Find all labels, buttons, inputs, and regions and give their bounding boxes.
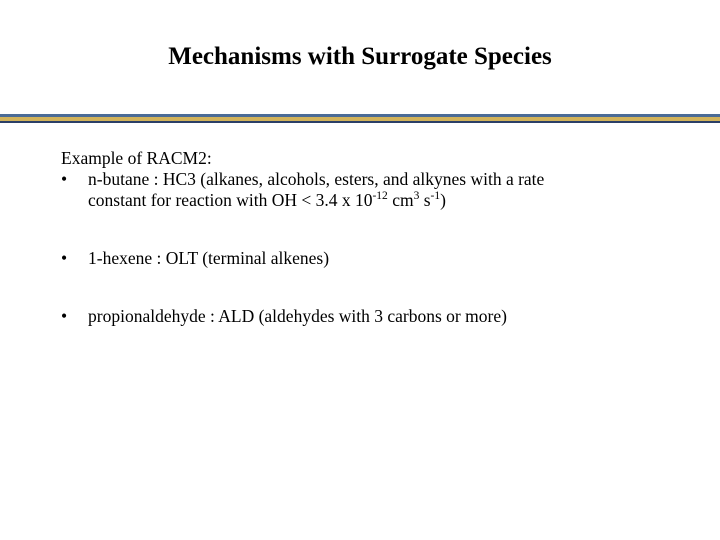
title-divider-bottom — [0, 121, 720, 123]
bullet-item-propionaldehyde — [61, 306, 681, 327]
bullet-text-line2: constant for reaction with OH < 3.4 x $10^{-12}$ $cm^3$ $s^{-1}$) — [88, 190, 446, 210]
slide-title: Mechanisms with Surrogate Species — [168, 43, 552, 70]
bullet-text: propionaldehyde : ALD (aldehydes with 3 carbons or more) — [88, 306, 507, 326]
slide-body — [61, 148, 681, 327]
bullet-item-1-hexene — [61, 248, 681, 269]
exponent-rate: -12 — [372, 190, 388, 203]
intro-text: Example of RACM2: — [61, 148, 212, 168]
bullet-marker: • — [61, 248, 68, 268]
bullet-marker: • — [61, 306, 68, 326]
bullet-text: 1-hexene : OLT (terminal alkenes) — [88, 248, 330, 268]
exponent-s: -1 — [430, 190, 441, 203]
bullet-item-n-butane — [61, 169, 681, 211]
bullet-marker: • — [61, 169, 68, 189]
bullet-text-line1: n-butane : HC3 (alkanes, alcohols, esters, and alkynes with a rate — [88, 169, 545, 189]
exponent-cm: 3 — [413, 190, 420, 203]
